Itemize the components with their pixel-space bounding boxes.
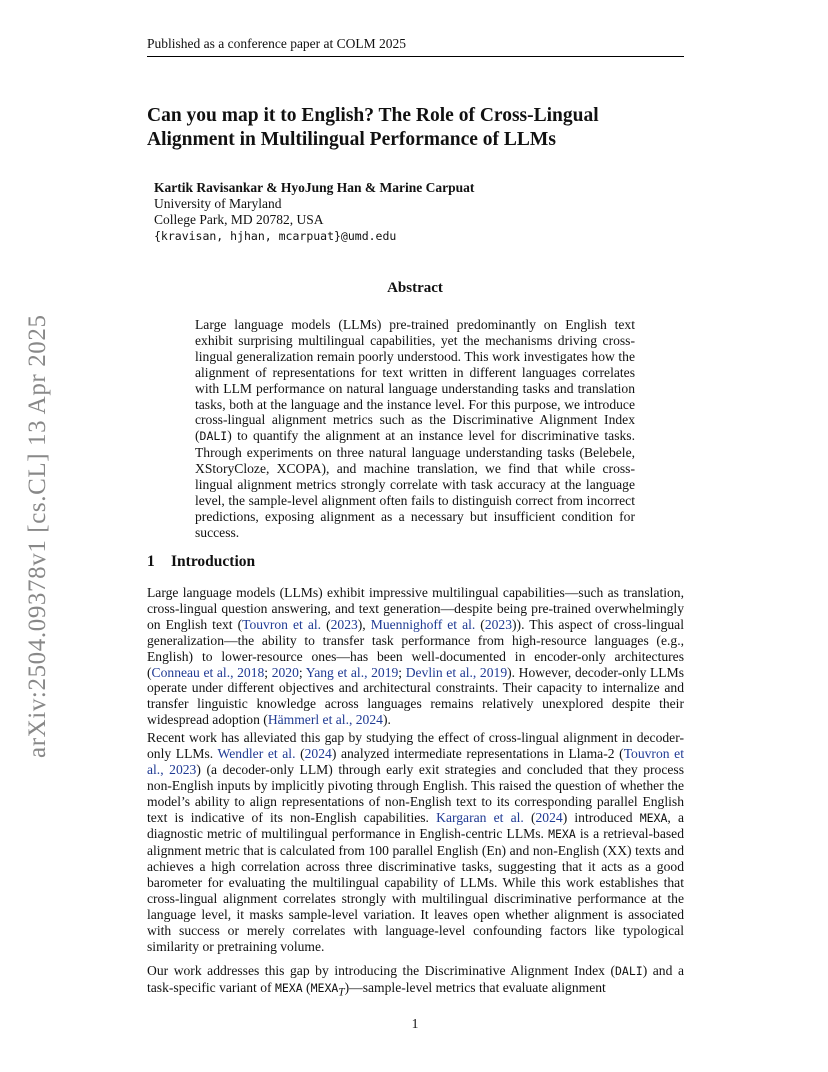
citation-link[interactable]: Muennighoff et al. (370, 616, 476, 632)
citation-link[interactable]: Touvron et al. (242, 616, 322, 632)
author-emails: {kravisan, hjhan, mcarpuat}@umd.edu (154, 229, 397, 243)
section-title: Introduction (171, 553, 256, 570)
text: ; (298, 664, 306, 680)
abstract-heading: Abstract (387, 280, 443, 296)
citation-link[interactable]: Kargaran et al. (436, 809, 524, 825)
text: ( (475, 616, 485, 632)
text: ( (523, 809, 536, 825)
author-names: Kartik Ravisankar & HyoJung Han & Marine Carpuat (154, 180, 475, 195)
text: , a diagnostic metric of multilingual performance in English-centric LLMs. (147, 809, 684, 842)
text: ). (382, 712, 391, 728)
text: )). This aspect of cross-lingual generalization—the ability to transfer task performance from high-resource languages (e.g., English) to lower-resource ones—has been well-documented in encoder-only architectures ( (147, 616, 684, 680)
citation-link[interactable]: 2023 (330, 616, 358, 632)
citation-link[interactable]: Yang et al., 2019 (305, 664, 399, 680)
paper-title: Can you map it to English? The Role of Cross-Lingual Alignment in Multilingual Performance of LLMs (147, 105, 599, 150)
intro-paragraph-1 (147, 585, 684, 728)
mexa-term: MEXA (639, 810, 668, 825)
text: ; (264, 664, 272, 680)
subscript-t: T (338, 986, 345, 999)
citation-link[interactable]: Touvron et al., 2023 (147, 745, 684, 777)
text: ) (a decoder-only LLM) through early exit strategies and concluded that they process non-English inputs by implicitly pivoting through English. This raised the question of whether the model’s ability to align representations of non-English text to its corresponding parallel English text is indicative of its non-English capabilities. (147, 761, 684, 825)
text: ), (357, 616, 371, 632)
mexa-term: MEXA (548, 827, 576, 842)
text: )—sample-level metrics that evaluate alignment (344, 979, 606, 995)
text: ( (321, 616, 331, 632)
citation-link[interactable]: 2024 (535, 809, 563, 825)
address: College Park, MD 20782, USA (154, 212, 324, 227)
header-rule (147, 56, 684, 57)
citation-link[interactable]: Devlin et al., 2019 (405, 664, 508, 680)
section-number: 1 (147, 553, 155, 570)
citation-link[interactable]: Conneau et al., 2018 (151, 664, 265, 680)
text: ; (398, 664, 406, 680)
text: Recent work has alleviated this gap by studying the effect of cross-lingual alignment in decoder-only LLMs. (147, 730, 684, 761)
mexa-t-term: MEXA (310, 980, 339, 995)
running-head: Published as a conference paper at COLM 2025 (147, 36, 407, 51)
dali-term: DALI (199, 429, 228, 444)
citation-link[interactable]: 2023 (484, 616, 513, 632)
section-heading (147, 553, 683, 571)
text: Large language models (LLMs) exhibit impressive multilingual capabilities—such as translation, cross-lingual question answering, and text generation—despite being pre-trained overwhelmingly on English text ( (147, 585, 684, 632)
affiliation: University of Maryland (154, 196, 282, 211)
citation-link[interactable]: Wendler et al. (217, 745, 296, 761)
text: ( (302, 979, 311, 995)
abstract-text: ) to quantify the alignment at an instance level for discriminative tasks. Through experiments on three natural language understanding tasks (Belebele, XStoryCloze, XCOPA), and machine translation, we find that while cross-lingual alignment metrics strongly correlate with task accuracy at the language level, the sample-level alignment often fails to distinguish correct from incorrect predictions, exposing alignment as a necessary but insufficient condition for success. (195, 428, 635, 540)
abstract-text: Large language models (LLMs) pre-trained predominantly on English text exhibit surprising multilingual capabilities, yet the mechanisms driving cross-lingual generalization remain poorly understood. This work investigates how the alignment of representations for text written in different languages correlates with LLM performance on natural language understanding tasks and translation tasks, both at the language and the instance level. For this purpose, we introduce cross-lingual alignment metrics such as the Discriminative Alignment Index ( (195, 317, 635, 444)
mexa-term: MEXA (274, 980, 303, 995)
page-number: 1 (411, 1016, 419, 1031)
text: ). However, decoder-only LLMs operate under different objectives and architectural constraints. Their capacity to internalize and transfer linguistic knowledge across languages remains relatively unexplored despite their widespread adoption ( (147, 664, 684, 728)
citation-link[interactable]: 2024 (304, 745, 332, 761)
text: ) analyzed intermediate representations in Llama-2 ( (331, 745, 624, 761)
text: ( (295, 745, 305, 761)
author-block (154, 180, 604, 244)
intro-paragraph-2 (147, 730, 684, 955)
intro-paragraph-3 (147, 963, 684, 1002)
arxiv-stamp: arXiv:2504.09378v1 [cs.CL] 13 Apr 2025 (24, 314, 51, 758)
text: ) introduced (562, 809, 640, 825)
citation-link[interactable]: 2020 (271, 664, 299, 680)
text: ) and a task-specific variant of (147, 963, 684, 995)
text: is a retrieval-based alignment metric that is calculated from 100 parallel English (En) and non-English (XX) texts and achieves a high correlation across three discriminative tasks, suggesting that it acts as a good barometer for evaluating the multilingual capability of LLMs. While this work establishes that cross-lingual alignment correlates strongly with multilingual discriminative performance at the language level, it masks sample-level variation. It leaves open whether alignment is associated with success or merely correlates with language-level confounding factors like typological similarity or pretraining volume. (147, 826, 684, 954)
abstract-body (195, 317, 635, 541)
text: Our work addresses this gap by introducing the Discriminative Alignment Index ( (147, 963, 615, 978)
citation-link[interactable]: Hämmerl et al., 2024 (267, 712, 383, 728)
dali-term: DALI (615, 964, 643, 978)
